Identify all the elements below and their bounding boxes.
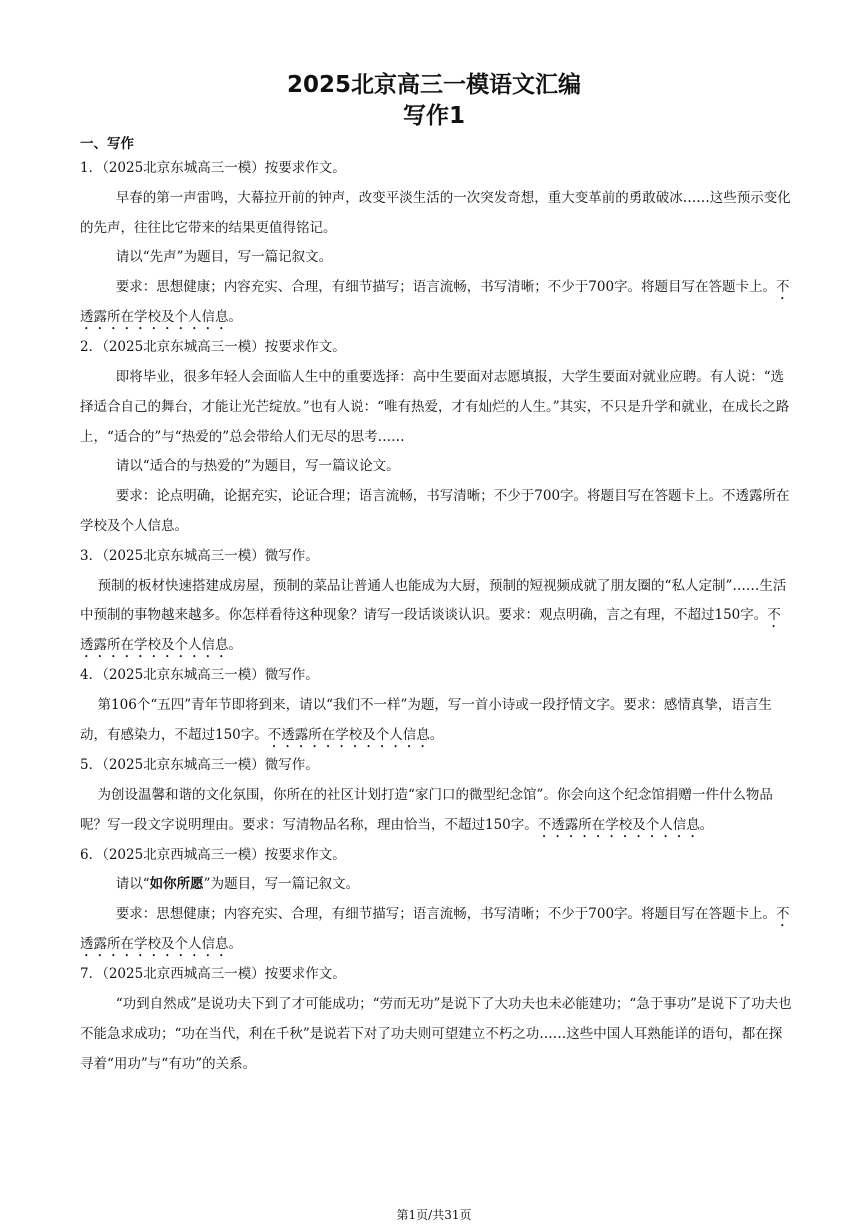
question-1-heading: 1．（2025北京东城高三一模）按要求作文。 (80, 160, 346, 176)
question-2-prompt: 请以“适合的与热爱的”为题目，写一篇议论文。 (115, 458, 400, 475)
question-7-heading: 7．（2025北京西城高三一模）按要求作文。 (80, 966, 346, 983)
question-5-text: 为创设温馨和谐的文化氛围，你所在的社区计划打造“家门口的微型纪念馆”。你会向这个纪念馆捐赠一件什么物品呢？写一段文字说明理由。要求：写清物品名称，理由恰当，不超过150字。 (80, 786, 773, 833)
document-content (80, 134, 792, 1079)
question-3-privacy-note: 不透露所在学校及个人信息。 (80, 607, 781, 654)
question-6-privacy-note: 不透露所在学校及个人信息。 (80, 906, 790, 953)
question-6-requirements-text: 要求：思想健康；内容充实、合理，有细节描写；语言流畅，书写清晰；不少于700字。将题目写在答题卡上。 (115, 906, 777, 923)
question-6-prompt (80, 870, 792, 900)
question-2-heading: 2．（2025北京东城高三一模）按要求作文。 (80, 339, 346, 356)
question-1-material: 早春的第一声雷鸣，大幕拉开前的钟声，改变平淡生活的一次突发奇想，重大变革前的勇敢破冰……这些预示变化的先声，往往比它带来的结果更值得铭记。 (80, 189, 791, 236)
question-4-privacy-note: 不透露所在学校及个人信息。 (267, 726, 444, 743)
question-1-requirements-text: 要求：思想健康；内容充实、合理，有细节描写；语言流畅，书写清晰；不少于700字。将题目写在答题卡上。 (115, 279, 777, 296)
question-3-heading: 3．（2025北京东城高三一模）微写作。 (80, 547, 319, 564)
question-2-requirements: 要求：论点明确，论据充实，论证合理；语言流畅，书写清晰；不少于700字。将题目写在答题卡上。不透露所在学校及个人信息。 (80, 488, 790, 534)
question-5-heading: 5．（2025北京东城高三一模）微写作。 (80, 756, 319, 773)
question-1-privacy-note: 不透露所在学校及个人信息。 (80, 279, 790, 326)
question-6-topic: 如你所愿 (149, 876, 204, 893)
question-1-requirements (80, 273, 792, 333)
question-4-heading: 4．（2025北京东城高三一模）微写作。 (80, 667, 319, 684)
section-heading: 一、写作 (80, 136, 134, 152)
question-5-material (80, 781, 792, 841)
question-6-prompt-a: 请以“ (115, 876, 150, 893)
page-subtitle: 写作1 (402, 103, 465, 129)
question-7-material: “功到自然成”是说功夫下到了才可能成功；“劳而无功”是说下了大功夫也未必能建功；“急于事功”是说下了功夫也不能急求成功；“功在当代，利在千秋”是说若下对了功夫则可望建立不朽之功……这些中国人耳熟能详的语句，都在探寻着“用功”与“有功”的关系。 (80, 995, 792, 1072)
question-1-prompt: 请以“先声”为题目，写一篇记叙文。 (115, 249, 333, 266)
question-6-prompt-b: ”为题目，写一篇记叙文。 (203, 876, 360, 893)
question-3-material (80, 572, 792, 662)
question-6-heading: 6．（2025北京西城高三一模）按要求作文。 (80, 846, 346, 863)
page-footer: 第1页/共31页 (396, 1208, 472, 1222)
question-4-material (80, 691, 792, 751)
question-3-text: 预制的板材快速搭建成房屋，预制的菜品让普通人也能成为大厨，预制的短视频成就了朋友圈的“私人定制”……生活中预制的事物越来越多。你怎样看待这种现象？请写一段话谈谈认识。要求：观点明确，言之有理，不超过150字。 (80, 577, 787, 624)
question-6-requirements (80, 900, 792, 960)
question-5-privacy-note: 不透露所在学校及个人信息。 (537, 816, 714, 833)
page-title: 2025北京高三一模语文汇编 (286, 72, 581, 98)
question-4-text: 第106个“五四”青年节即将到来，请以“我们不一样”为题，写一首小诗或一段抒情文字。要求：感情真挚，语言生动，有感染力，不超过150字。 (80, 697, 772, 743)
question-2-material: 即将毕业，很多年轻人会面临人生中的重要选择：高中生要面对志愿填报，大学生要面对就业应聘。有人说：“选择适合自己的舞台，才能让光芒绽放。”也有人说：“唯有热爱，才有灿烂的人生。”其实，不只是升学和就业，在成长之路上，“适合的”与“热爱的”总会带给人们无尽的思考…… (80, 368, 790, 445)
